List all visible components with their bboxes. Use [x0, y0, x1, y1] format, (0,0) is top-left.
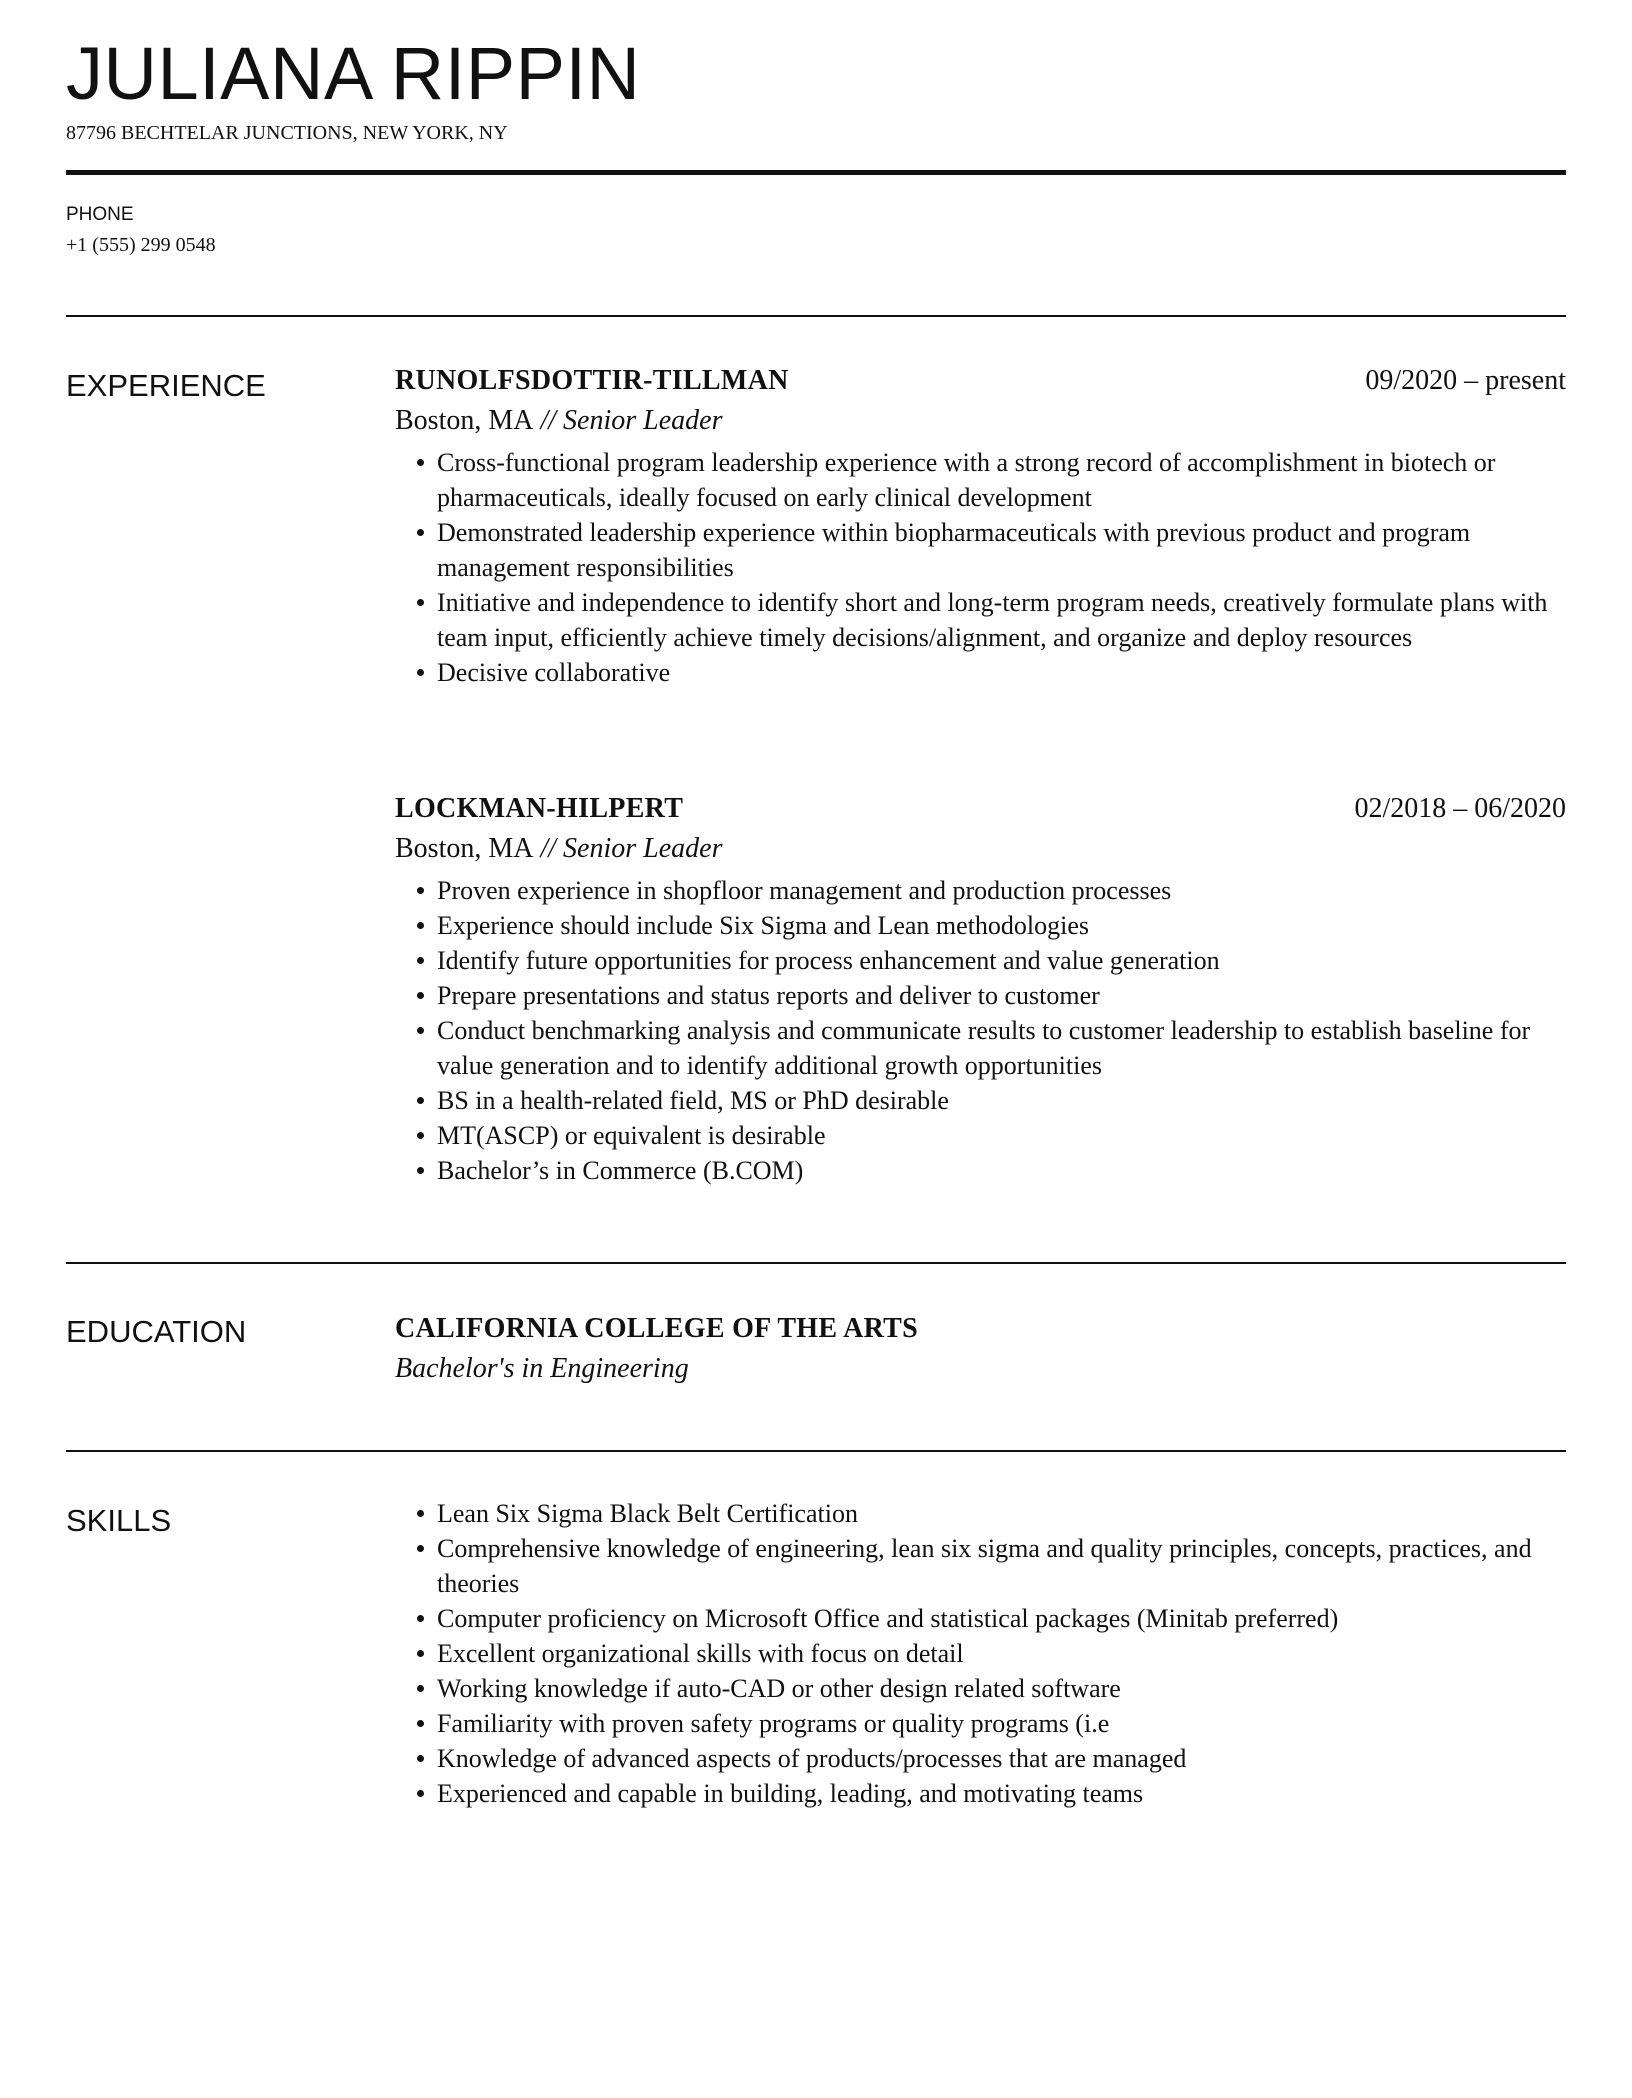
- job-bullet: Experience should include Six Sigma and Lean methodologies: [395, 908, 1566, 943]
- job-bullets: [395, 873, 1566, 1188]
- job-location-line: [395, 403, 1566, 439]
- job-bullet: Bachelor’s in Commerce (B.COM): [395, 1153, 1566, 1188]
- job-dates: 09/2020 – present: [1365, 365, 1566, 396]
- job-bullet: Cross-functional program leadership experience with a strong record of accomplishment in biotech or pharmaceuticals, ideally focused on early clinical development: [395, 445, 1566, 515]
- job-bullet: Prepare presentations and status reports and deliver to customer: [395, 978, 1566, 1013]
- skill-item: Comprehensive knowledge of engineering, lean six sigma and quality principles, concepts, practices, and theories: [395, 1531, 1566, 1601]
- job-role: Senior Leader: [563, 833, 723, 864]
- skill-item: Familiarity with proven safety programs or quality programs (i.e: [395, 1706, 1566, 1741]
- job-bullet: Proven experience in shopfloor management and production processes: [395, 873, 1566, 908]
- skill-item: Experienced and capable in building, leading, and motivating teams: [395, 1776, 1566, 1811]
- job-separator: //: [533, 833, 564, 864]
- skills-heading: SKILLS: [66, 1503, 172, 1538]
- job-bullet: Demonstrated leadership experience within biopharmaceuticals with previous product and program management responsibilities: [395, 515, 1566, 585]
- job-bullet: BS in a health-related field, MS or PhD desirable: [395, 1083, 1566, 1118]
- skill-item: Lean Six Sigma Black Belt Certification: [395, 1496, 1566, 1531]
- job-company: LOCKMAN-HILPERT: [395, 793, 684, 824]
- job-header: [395, 791, 1566, 827]
- job-bullet: Initiative and independence to identify short and long-term program needs, creatively formulate plans with team input, efficiently achieve timely decisions/alignment, and organize and deploy resources: [395, 585, 1566, 655]
- section-divider-skills: [66, 1450, 1566, 1452]
- experience-heading: EXPERIENCE: [66, 368, 266, 403]
- address: 87796 BECHTELAR JUNCTIONS, NEW YORK, NY: [66, 122, 508, 144]
- job-header: [395, 363, 1566, 399]
- job-location: Boston, MA: [395, 405, 534, 436]
- section-divider-experience: [66, 315, 1566, 317]
- candidate-name: JULIANA RIPPIN: [66, 32, 641, 115]
- job-separator: //: [533, 405, 564, 436]
- skill-item: Knowledge of advanced aspects of products/processes that are managed: [395, 1741, 1566, 1776]
- job-bullets: [395, 445, 1566, 690]
- section-divider-education: [66, 1262, 1566, 1264]
- skill-item: Excellent organizational skills with focus on detail: [395, 1636, 1566, 1671]
- phone-label: PHONE: [66, 204, 134, 225]
- job-bullet: Conduct benchmarking analysis and communicate results to customer leadership to establish baseline for value generation and to identify additional growth opportunities: [395, 1013, 1566, 1083]
- skill-item: Working knowledge if auto-CAD or other design related software: [395, 1671, 1566, 1706]
- job-location: Boston, MA: [395, 833, 534, 864]
- job-bullet: MT(ASCP) or equivalent is desirable: [395, 1118, 1566, 1153]
- header-divider: [66, 170, 1566, 175]
- job-bullet: Identify future opportunities for process enhancement and value generation: [395, 943, 1566, 978]
- job-location-line: [395, 831, 1566, 867]
- phone-number: +1 (555) 299 0548: [66, 234, 216, 256]
- education-school: CALIFORNIA COLLEGE OF THE ARTS: [395, 1313, 919, 1344]
- job-bullet: Decisive collaborative: [395, 655, 1566, 690]
- job-company: RUNOLFSDOTTIR-TILLMAN: [395, 365, 789, 396]
- skill-item: Computer proficiency on Microsoft Office and statistical packages (Minitab preferred): [395, 1601, 1566, 1636]
- education-entry: [395, 1311, 1566, 1387]
- job-entry: [395, 791, 1566, 1188]
- education-degree: Bachelor's in Engineering: [395, 1353, 689, 1384]
- education-heading: EDUCATION: [66, 1314, 247, 1349]
- job-entry: [395, 363, 1566, 690]
- skills-list: [395, 1496, 1566, 1811]
- job-role: Senior Leader: [563, 405, 723, 436]
- job-dates: 02/2018 – 06/2020: [1354, 793, 1566, 824]
- skills-entry: [395, 1496, 1566, 1811]
